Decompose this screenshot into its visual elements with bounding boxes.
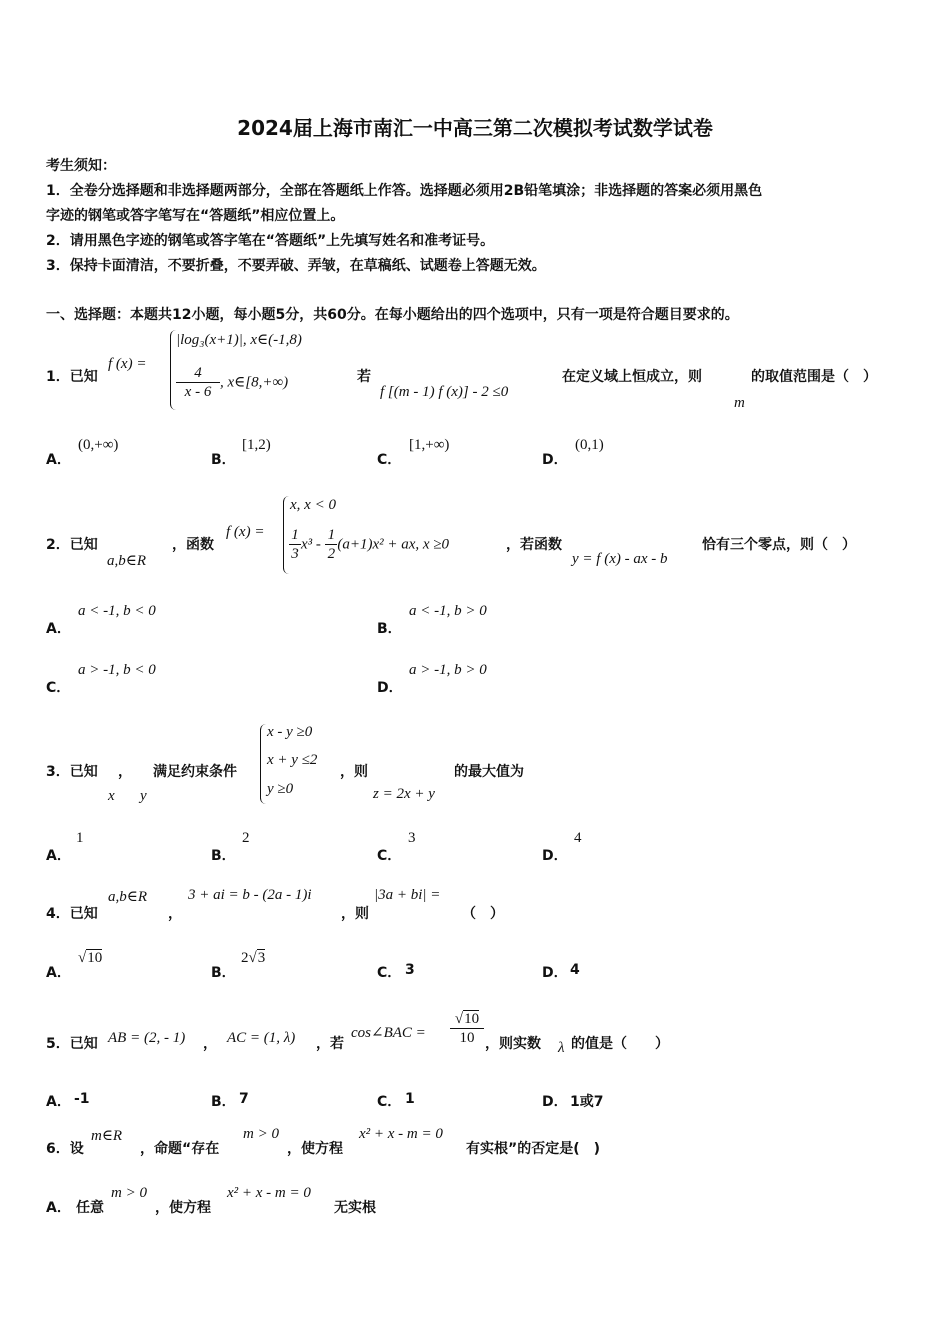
q6-option-a-eq: x² + x - m = 0 [227, 1185, 311, 1201]
q6-lead: 6．设 [46, 1141, 84, 1157]
q6-condition: m∈R [91, 1128, 123, 1144]
q3-objective: z = 2x + y [373, 786, 435, 802]
q5-option-a: -1 [74, 1091, 90, 1107]
q3-y: y [140, 788, 147, 804]
q3-constraint-1: x - y ≥0 [267, 724, 313, 740]
q6-m-positive: m > 0 [243, 1126, 279, 1142]
q3-option-a-label: A． [46, 848, 71, 864]
q6-tail: 有实根”的否定是( ) [466, 1141, 600, 1157]
q1-option-d: (0,1) [575, 437, 604, 453]
q2-case1: x, x < 0 [290, 497, 336, 513]
q3-x: x [108, 788, 115, 804]
q1-option-b-label: B． [211, 452, 236, 468]
q4-equation: 3 + ai = b - (2a - 1)i [188, 887, 312, 903]
q3-option-b: 2 [242, 830, 250, 846]
q1-condition: f [(m - 1) f (x)] - 2 ≤0 [380, 384, 509, 400]
q2-condition: a,b∈R [107, 553, 147, 569]
q5-option-d-label: D． [542, 1094, 568, 1110]
q1-mid: 在定义域上恒成立，则 [562, 369, 702, 385]
q2-lead: 2．已知 [46, 537, 98, 553]
q1-option-a: (0,+∞) [78, 437, 119, 453]
q5-vector-ab: AB = (2, - 1) [108, 1030, 186, 1046]
q2-f-lhs: f (x) = [226, 524, 265, 540]
q2-option-a-label: A． [46, 621, 71, 637]
q4-option-d-label: D． [542, 965, 568, 981]
q6-option-a-tail: 无实根 [334, 1200, 376, 1216]
q6-text-b: ，使方程 [287, 1141, 343, 1157]
q6-option-a-m: m > 0 [111, 1185, 147, 1201]
q2-y-function: y = f (x) - ax - b [572, 551, 668, 567]
q2-option-b-label: B． [377, 621, 402, 637]
q6-option-a-text: 任意 [76, 1200, 104, 1216]
q4-option-b-label: B． [211, 965, 236, 981]
q5-ruo: ，若 [316, 1036, 344, 1052]
q2-option-d-label: D． [377, 680, 403, 696]
q1-option-c-label: C． [377, 452, 402, 468]
q4-option-a-label: A． [46, 965, 71, 981]
q1-lead: 1．已知 [46, 369, 98, 385]
q4-option-c-label: C． [377, 965, 402, 981]
q6-text-a: ，命题“存在 [140, 1141, 220, 1157]
notice-item: 1．全卷分选择题和非选择题两部分，全部在答题纸上作答。选择题必须用2B铅笔填涂；非选择题的答案必须用黑色 [46, 183, 763, 199]
notice-item: 2．请用黑色字迹的钢笔或答字笔在“答题纸”上先填写姓名和准考证号。 [46, 233, 495, 249]
q4-tail: （ ） [462, 906, 504, 922]
q2-option-c: a > -1, b < 0 [78, 662, 156, 678]
q2-option-c-label: C． [46, 680, 71, 696]
q3-brace [260, 724, 267, 804]
q5-option-c-label: C． [377, 1094, 402, 1110]
q5-option-a-label: A． [46, 1094, 71, 1110]
q6-equation: x² + x - m = 0 [359, 1126, 443, 1142]
q4-option-c: 3 [405, 962, 415, 978]
q2-option-d: a > -1, b > 0 [409, 662, 487, 678]
q3-option-c: 3 [408, 830, 416, 846]
q5-option-d: 1或7 [570, 1094, 604, 1110]
q6-option-a-label: A． [46, 1200, 71, 1216]
q3-option-d: 4 [574, 830, 582, 846]
q2-tail: 恰有三个零点，则（ ） [702, 537, 856, 553]
q4-comma: ， [168, 906, 182, 922]
q5-mid: ，则实数 [485, 1036, 541, 1052]
q1-ruo: 若 [357, 369, 371, 385]
q5-vector-ac: AC = (1, λ) [227, 1030, 296, 1046]
q3-mid: 满足约束条件 [153, 764, 237, 780]
q5-cos: cos∠BAC = [351, 1025, 426, 1041]
q4-ze: ，则 [341, 906, 369, 922]
q5-option-b: 7 [239, 1091, 249, 1107]
notice-heading: 考生须知： [46, 158, 116, 174]
q2-option-a: a < -1, b < 0 [78, 603, 156, 619]
q3-comma: ， [118, 764, 132, 780]
q3-option-a: 1 [76, 830, 84, 846]
q4-condition: a,b∈R [108, 889, 148, 905]
q2-func-word: ，函数 [172, 537, 214, 553]
q3-ze: ，则 [340, 764, 368, 780]
page-title: 2024届上海市南汇一中高三第二次模拟考试数学试卷 [237, 116, 713, 140]
q4-option-a: √10 [78, 950, 103, 966]
q5-option-c: 1 [405, 1091, 415, 1107]
section-heading: 一、选择题：本题共12小题，每小题5分，共60分。在每小题给出的四个选项中，只有一项是符合题目要求的。 [46, 307, 739, 323]
q1-option-d-label: D． [542, 452, 568, 468]
q3-option-b-label: B． [211, 848, 236, 864]
q3-option-d-label: D． [542, 848, 568, 864]
q2-mid: ，若函数 [506, 537, 562, 553]
q1-option-c: [1,+∞) [409, 437, 450, 453]
q1-f-lhs: f (x) = [108, 356, 147, 372]
q1-case2: $\frac{4}{x - 6}$ , x∈[8,+∞) [176, 364, 288, 401]
q3-tail: 的最大值为 [454, 764, 524, 780]
q4-option-b: 2√3 [241, 950, 266, 966]
q4-abs: |3a + bi| = [374, 887, 441, 903]
q3-lead: 3．已知 [46, 764, 98, 780]
q1-option-b: [1,2) [242, 437, 271, 453]
q3-constraint-2: x + y ≤2 [267, 752, 318, 768]
q5-fraction: $\frac{√10}{10}$ [450, 1010, 484, 1047]
q5-lambda: λ [558, 1040, 565, 1056]
q1-case1: |log₃(x+1)|, x∈(-1,8) [176, 332, 302, 348]
q1-option-a-label: A． [46, 452, 71, 468]
q3-constraint-3: y ≥0 [267, 781, 294, 797]
q6-option-a-mid: ，使方程 [155, 1200, 211, 1216]
q4-option-d: 4 [570, 962, 580, 978]
q5-option-b-label: B． [211, 1094, 236, 1110]
q1-tail: 的取值范围是（ ） [751, 369, 877, 385]
q2-option-b: a < -1, b > 0 [409, 603, 487, 619]
notice-item: 3．保持卡面清洁，不要折叠，不要弄破、弄皱，在草稿纸、试题卷上答题无效。 [46, 258, 546, 274]
q1-var: m [734, 395, 745, 411]
notice-item: 字迹的钢笔或答字笔写在“答题纸”相应位置上。 [46, 208, 345, 224]
q3-option-c-label: C． [377, 848, 402, 864]
q2-case2: $\frac{1}{3}$ x³ - $\frac{1}{2}$ (a+1)x² + ax, x ≥0 [289, 526, 449, 563]
q4-lead: 4．已知 [46, 906, 98, 922]
q5-lead: 5．已知 [46, 1036, 98, 1052]
q5-tail: 的值是（ ） [571, 1036, 669, 1052]
q5-comma: ， [203, 1036, 217, 1052]
